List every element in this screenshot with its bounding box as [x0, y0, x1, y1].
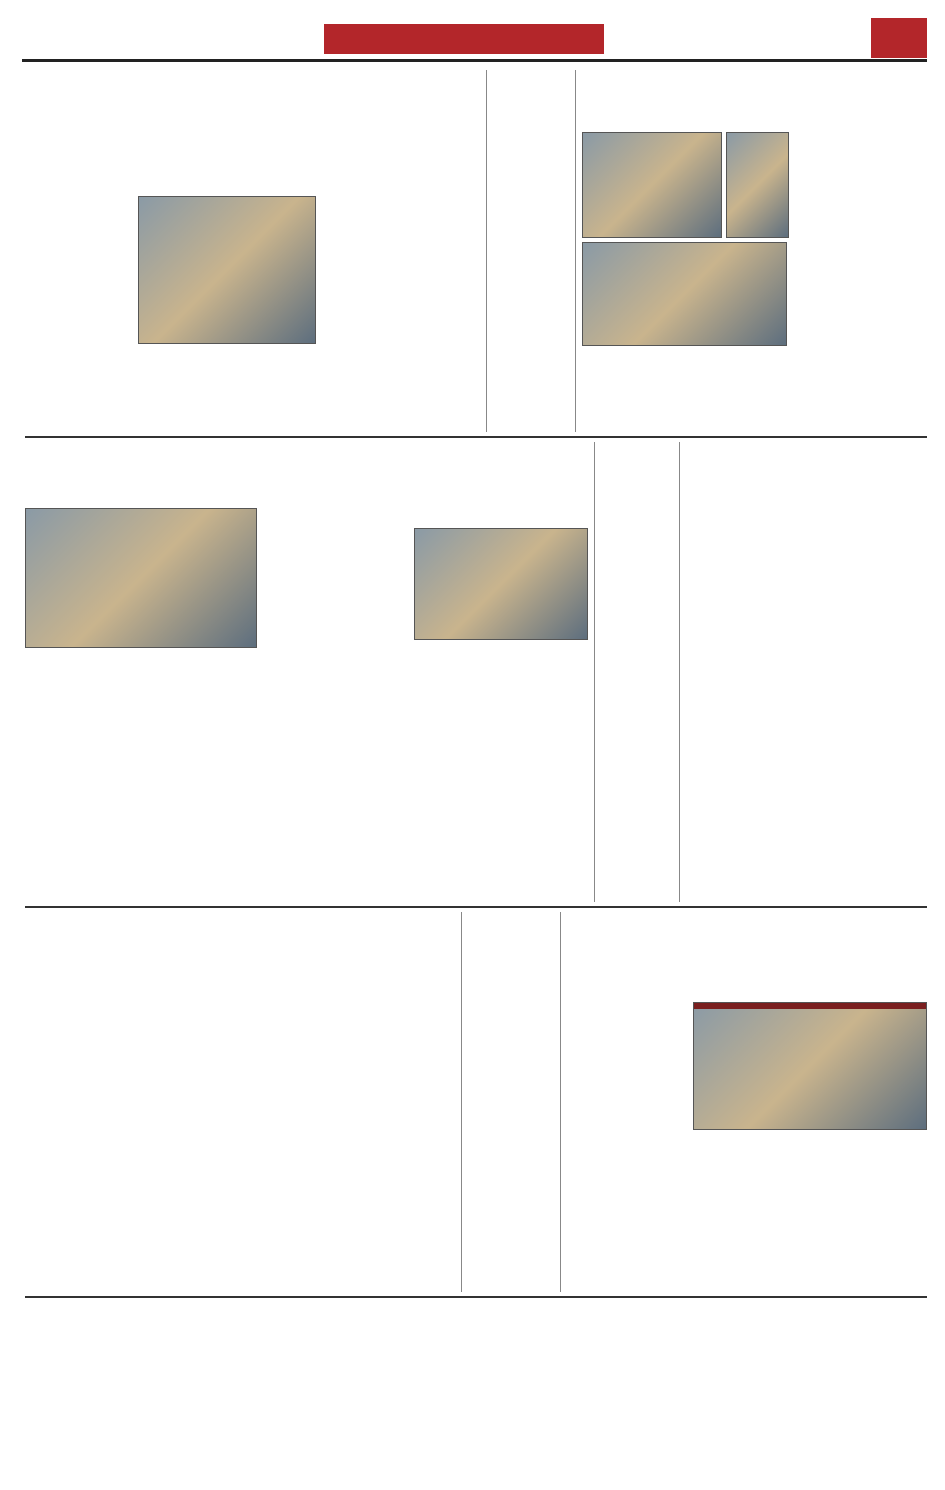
teen-suicide-article: [486, 70, 576, 432]
tobacco-day-body: [686, 504, 798, 902]
row-divider: [25, 906, 927, 908]
dog-lover-col3: [279, 1014, 455, 1292]
jail-inspection-photo: [138, 196, 316, 344]
anganwadi-training-headline: [582, 70, 927, 126]
row-divider: [25, 1296, 927, 1298]
tobacco-day-subhead: [804, 504, 927, 562]
page-number: [871, 18, 927, 58]
anganwadi-training-body: [582, 350, 787, 432]
dog-lover-box: [151, 1014, 273, 1292]
dvc-apathy-body: [263, 528, 408, 902]
dog-lover-headline: [25, 912, 455, 1008]
judge-inspection-col3: [322, 196, 478, 346]
bsl-mock-drill-headline: [25, 442, 257, 504]
meeting-hall-banner: [694, 1003, 926, 1009]
ration-body: [567, 1002, 687, 1292]
masthead: [22, 18, 927, 62]
anganwadi-training-col: [794, 132, 927, 432]
tobacco-day-col2: [804, 566, 927, 902]
judge-inspection-lead: [25, 196, 133, 432]
tobacco-day-headline: [686, 442, 927, 500]
print-slug: [0, 0, 945, 14]
training-photo-1: [582, 132, 722, 238]
row-divider: [25, 436, 927, 438]
blood-donation-article: [594, 442, 680, 902]
dvc-apathy-headline: [263, 442, 588, 522]
dvc-meeting-photo: [414, 528, 588, 640]
ration-col: [693, 1136, 927, 1292]
ration-headline: [567, 912, 927, 996]
bsl-mock-drill-col2: [136, 652, 256, 902]
dvc-apathy-col: [414, 646, 588, 902]
training-photo-2: [582, 242, 787, 346]
ration-meeting-photo: [693, 1002, 927, 1130]
mock-drill-photo: [25, 508, 257, 648]
section-banner: [324, 24, 604, 54]
dog-lover-body: [25, 1014, 145, 1292]
kirtan-article: [461, 912, 561, 1292]
judge-inspection-headline: [25, 70, 470, 190]
judge-inspection-continued: [138, 350, 478, 432]
training-photo-3: [726, 132, 789, 238]
bsl-mock-drill-body: [25, 652, 130, 902]
